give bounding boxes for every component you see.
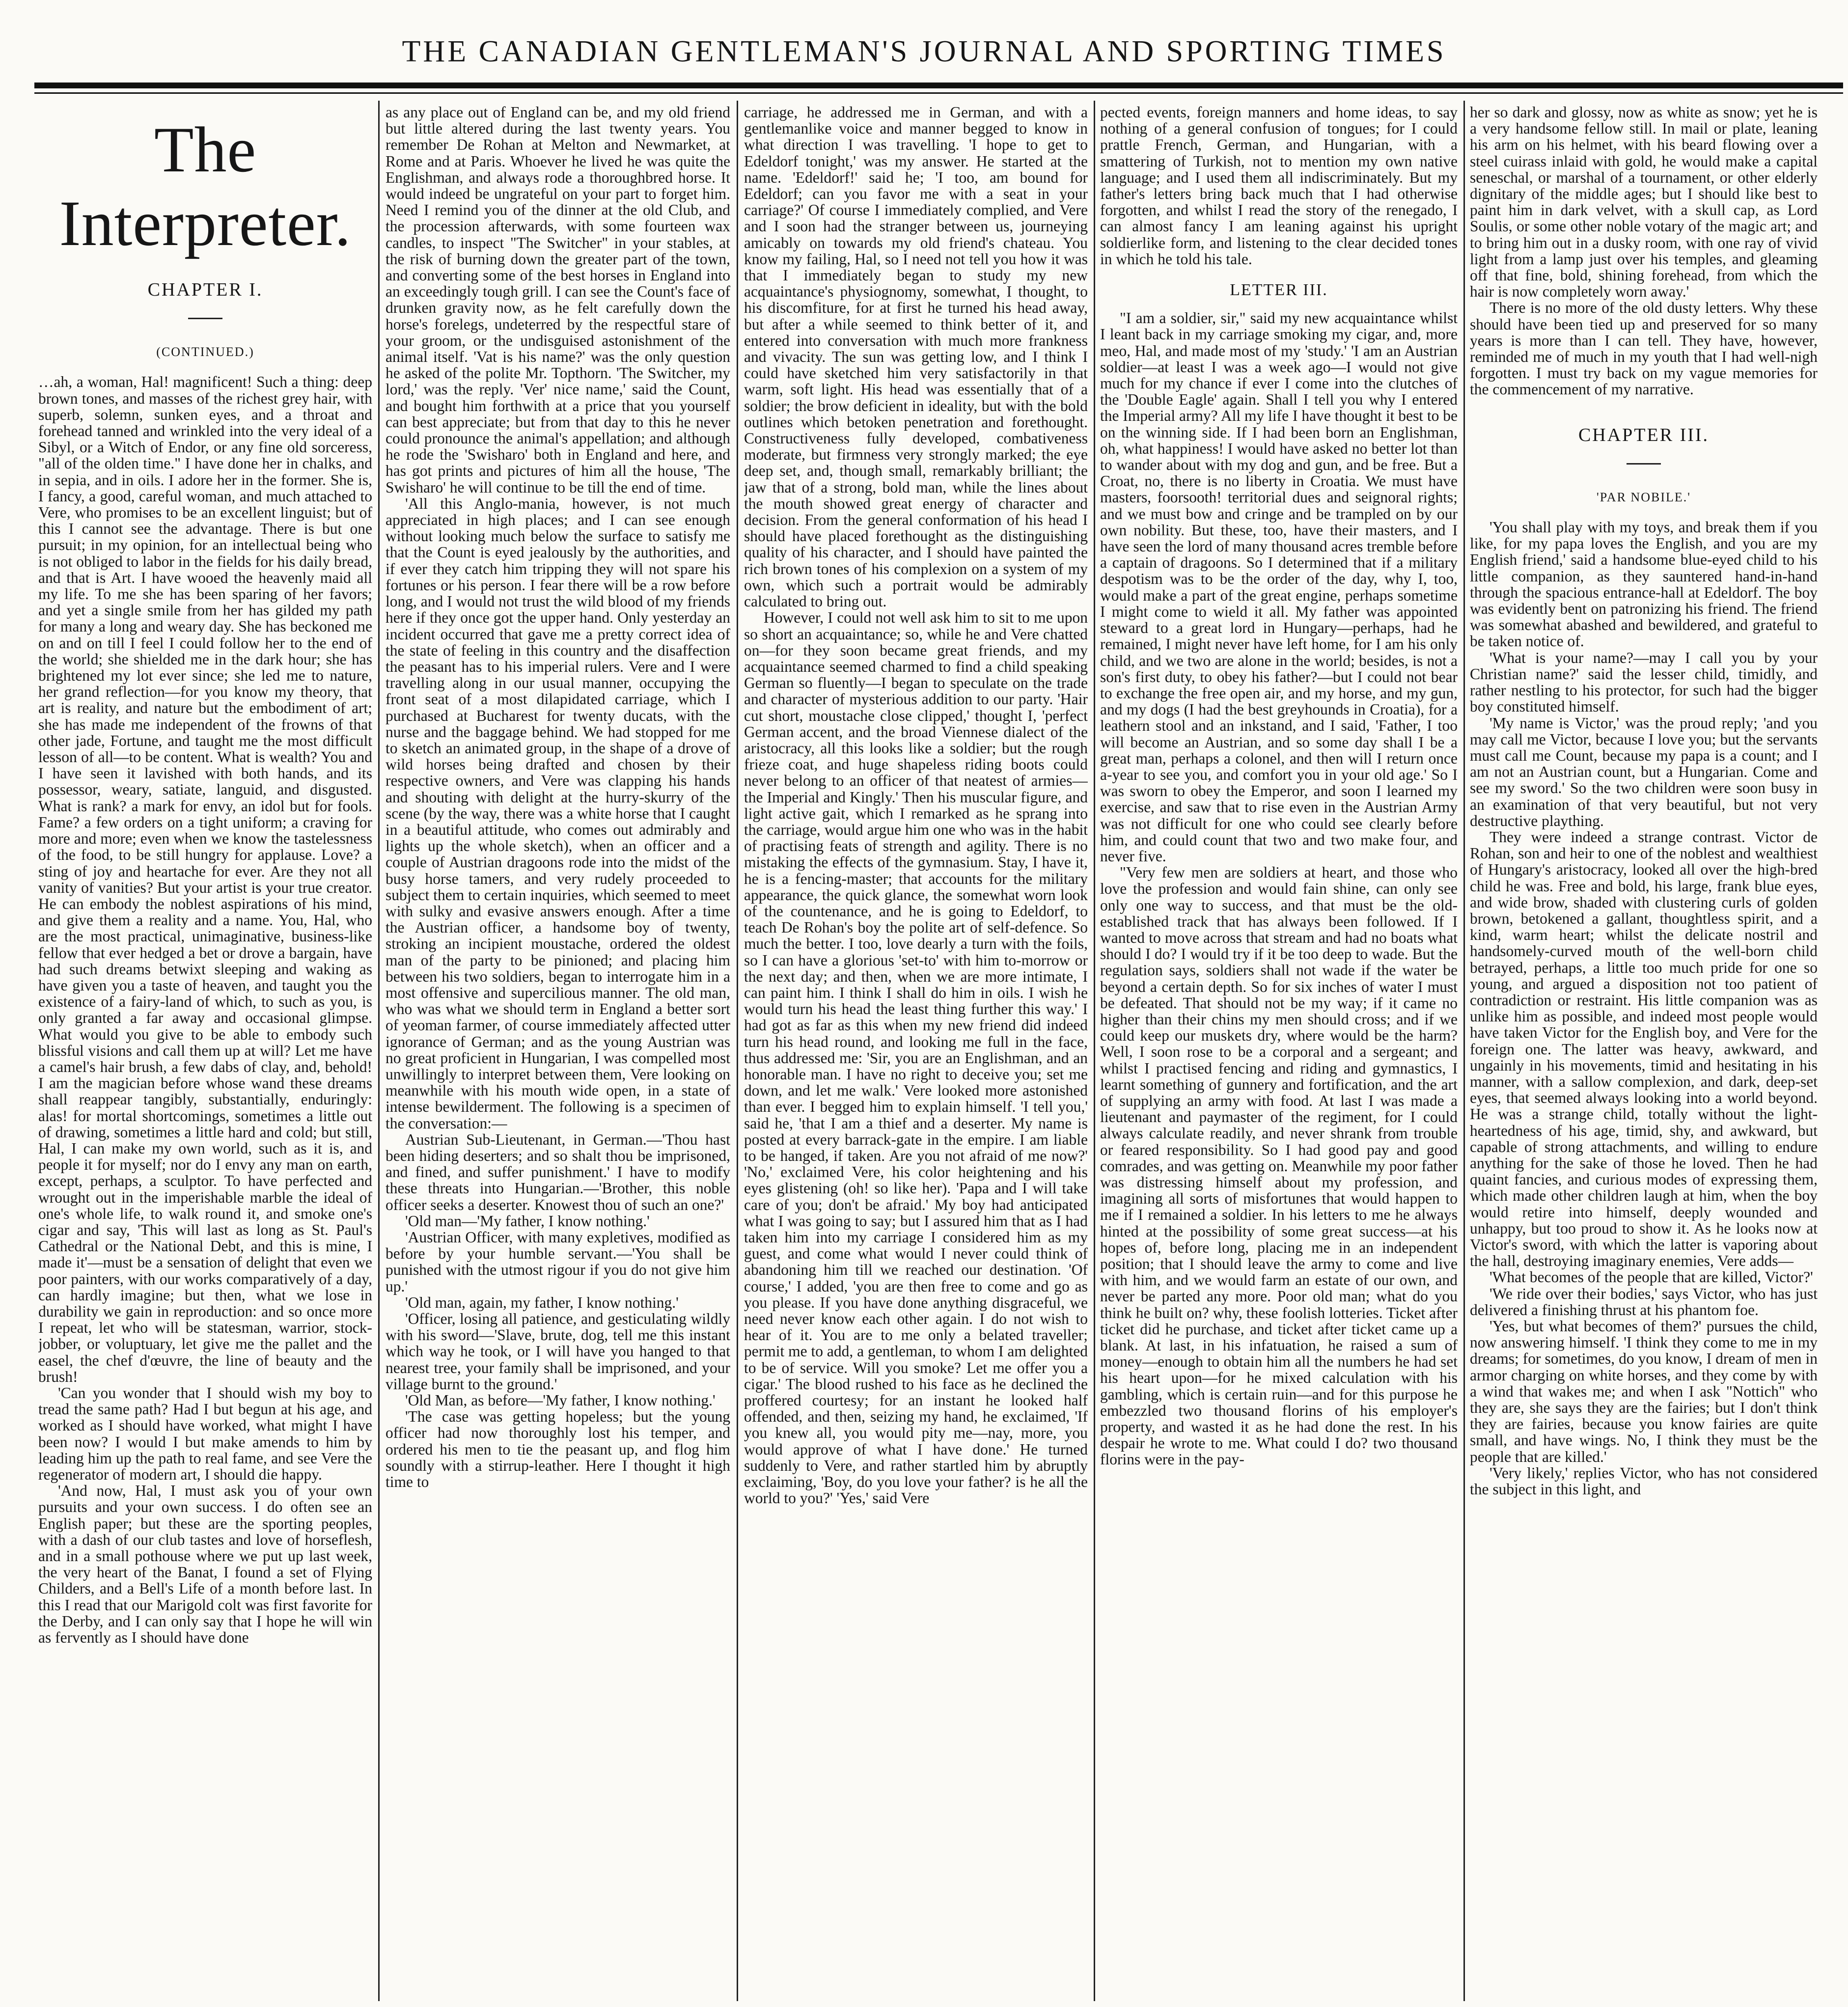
paragraph: 'What is your name?—may I call you by your Christian name?' said the lesser child, timidly, and rather nestling to his protector, for such had the bigger boy constituted himself. [1470, 649, 1818, 715]
paragraph: 'Old man—'My father, I know nothing.' [405, 1212, 650, 1230]
chapter-heading: CHAPTER I. [147, 279, 263, 300]
paragraph: …ah, a woman, Hal! magnificent! Such a thing: deep brown tones, and masses of the richest grey hair, with superb, solemn, sunken eyes, and a throat and forehead tanned and wrinkled into the very ideal of a Sibyl, or a Witch of Endor, or any fine old sorceress, "all of the olden time." I have done her in chalks, and in sepia, and in oils. I adore her in the former. She is, I fancy, a good, careful woman, and much attached to Vere, who promises to be an excellent linguist; but of this I cannot see the advantage. There is but one pursuit; in my opinion, for an intellectual being who is not obliged to labor in the fields for his daily bread, and that is Art. I have wooed the heavenly maid all my life. To me she has been sparing of her favors; and yet a single smile from her has gilded my path for many a long and weary day. She has beckoned me on and on till I feel I could follow her to the end of the world; she shielded me in the dark hour; she has brightened my lot ever since; she led me to nature, her grand reflection—for you know my theory, that art is reality, and nature but the embodiment of art; she has made me independent of the frowns of that other jade, Fortune, and taught me the most difficult lesson of all—to be content. What is wealth? You and I have seen it lavished with both hands, and its possessor, weary, satiate, languid, and disgusted. What is rank? a mark for envy, an idol but for fools. Fame? a few orders on a tight uniform; a craving for more and more; even when we know the tastelessness of the food, to be still hungry for applause. Love? a sting of joy and heartache for ever. Are they not all vanity of vanities? But your artist is your true creator. He can embody the noblest aspirations of his mind, and give them a reality and a name. You, Hal, who are the most practical, unimaginative, business-like fellow that ever hedged a bet or drove a bargain, have had such dreams betwixt sleeping and waking as have given you a taste of heaven, and taught you the existence of a fairy-land of which, to such as you, is only granted a far away and occasional glimpse. What would you give to be able to embody such blissful visions and call them up at will? Let me have a camel's hair brush, a few dabs of clay, and, behold! I am the magician before whose wand these dreams shall reappear tangibly, substantially, enduringly: alas! for mortal shortcomings, sometimes a little out of drawing, sometimes a little hard and cold; but still, Hal, I can make my own world, such as it is, and people it for myself; nor do I envy any man on earth, except, perhaps, a sculptor. To have perfected and wrought out in the imperishable marble the ideal of one's whole life, to walk round it, and smoke one's cigar and say, 'This will last as long as St. Paul's Cathedral or the National Debt, and this is mine, I made it'—must be a sensation of delight that even we poor painters, with our works comparatively of a day, can hardly imagine; but then, what we lose in durability we gain in reproduction: and so once more I repeat, let who will be statesman, warrior, stock-jobber, or voluptuary, let give me the pallet and the easel, the chef d'œuvre, the line of beauty and the brush! [38, 373, 372, 1385]
paragraph: 'The case was getting hopeless; but the young officer had now thoroughly lost his temper, and ordered his men to tie the peasant up, and flog him soundly with a stirrup-leather. Here I thought it high time to [386, 1408, 730, 1491]
masthead-rule [34, 82, 1843, 88]
paragraph: pected events, foreign manners and home ideas, to say nothing of a general confusion of tongues; for I could prattle French, German, and Hungarian, with a smattering of Turkish, not to mention my own native language; and I used them all indiscriminately. But my father's letters bring back much that I had otherwise forgotten, and whilst I read the story of the renegado, I can almost fancy I am leaning against his upright soldierlike form, and listening to the clear decided tones in which he told his tale. [1100, 104, 1458, 268]
masthead: THE CANADIAN GENTLEMAN'S JOURNAL AND SPORTING TIMES [402, 35, 1446, 68]
paragraph: They were indeed a strange contrast. Victor de Rohan, son and heir to one of the noblest and wealthiest of Hungary's aristocracy, looked all over the high-bred child he was. Free and bold, his large, frank blue eyes, and wide brow, shaded with clustering curls of golden brown, betokened a gallant, thoughtless spirit, and a kind, warm heart; whilst the delicate nostril and handsomely-curved mouth of the well-born child betrayed, perhaps, a little too much pride for one so young, and argued a disposition not too patient of contradiction or restraint. His little companion was as unlike him as possible, and indeed most people would have taken Victor for the English boy, and Vere for the foreign one. The latter was heavy, awkward, and ungainly in his movements, timid and hesitating in his manner, with a sallow complexion, and dark, deep-set eyes, that seemed always looking into a world beyond. He was a strange child, totally without the light-heartedness of his age, timid, shy, and awkward, but capable of strong attachments, and willing to endure anything for the sake of those he loved. Then he had quaint fancies, and curious modes of expressing them, which made other children laugh at him, when the boy would retire into himself, deeply wounded and unhappy, but too proud to show it. As he looks now at Victor's sword, with which the latter is vaporing about the hall, destroying imaginary enemies, Vere adds— [1470, 828, 1818, 1270]
story-title: The Interpreter. [59, 113, 352, 259]
letter-heading: LETTER III. [1230, 281, 1328, 300]
paragraph: her so dark and glossy, now as white as snow; yet he is a very handsome fellow still. In mail or plate, leaning his arm on his helmet, with his beard flowing over a steel cuirass inlaid with gold, he would make a capital seneschal, or marshal of a tournament, or other elderly dignitary of the middle ages; but I should like best to paint him in dark velvet, with a skull cap, as Lord Soulis, or some other noble votary of the magic art; and to bring him out in a dusky room, with one ray of vivid light from a lamp just over his temples, and gleaming off that fine, bold, shining forehead, from which the hair is now completely worn away.' [1470, 104, 1818, 301]
paragraph: 'We ride over their bodies,' says Victor, who has just delivered a finishing thrust at his phantom foe. [1470, 1285, 1818, 1319]
paragraph: 'Officer, losing all patience, and gesticulating wildly with his sword—'Slave, brute, dog, tell me this instant which way he took, or I will have you hanged to that nearest tree, your family shall be imprisoned, and your village burnt to the ground.' [386, 1310, 730, 1393]
paragraph: "I am a soldier, sir," said my new acquaintance whilst I leant back in my carriage smoking my cigar, and, more meo, Hal, and made most of my 'study.' 'I am an Austrian soldier—at least I was a week ago—I would not give much for my chance if ever I come into the clutches of the 'Double Eagle' again. Shall I tell you why I entered the Imperial army? All my life I have thought it best to be on the winning side. If I had been born an Englishman, oh, what happiness! I would have asked no better lot than to wander about with my dog and gun, and be free. But a Croat, no, there is no liberty in Croatia. We must have masters, foorsooth! territorial dues and seignoral rights; and we must bow and cringe and be trampled on by our own nobility. But these, too, have their masters, and I have seen the lord of many thousand acres tremble before a captain of dragoons. So I determined that if a military despotism was to be the order of the day, why I, too, would make a part of the great engine, perhaps sometime I might come to wield it all. My father was appointed steward to a great lord in Hungary—perhaps, had he remained, I might never have left home, for I am his only child, and we two are alone in the world; besides, is not a son's first duty, to obey his father?—but I could not bear to exchange the free open air, and my horse, and my gun, and my dogs (I had the best greyhounds in Croatia), for a leathern stool and an inkstand, and I said, 'Father, I too will become an Austrian, and so some day shall I be a great man, perhaps a colonel, and then will I return once a-year to see you, and comfort you in your old age.' So I was sworn to obey the Emperor, and soon I learned my exercise, and saw that to rise even in the Austrian Army was not difficult for one who could see clearly before him, and could count that two and two make four, and never five. [1100, 309, 1458, 865]
column-3 [744, 104, 1088, 2000]
paragraph: 'Can you wonder that I should wish my boy to tread the same path? Had I but begun at his age, and worked as I should have worked, what might I have been now? I would I but make amends to him by leading him up the path to real fame, and see Vere the regenerator of modern art, I should die happy. [38, 1384, 372, 1484]
paragraph: 'What becomes of the people that are killed, Victor?' [1489, 1268, 1813, 1286]
masthead-rule-thin [34, 92, 1843, 94]
divider-dash [1627, 463, 1661, 465]
paragraph: However, I could not well ask him to sit to me upon so short an acquaintance; so, while he and Vere chatted on—for they soon became great friends, and my acquaintance seemed charmed to find a child speaking German so fluently—I began to speculate on the trade and character of mysterious addition to our party. 'Hair cut short, moustache close clipped,' thought I, 'perfect German accent, and the broad Viennese dialect of the aristocracy, all this looks like a soldier; but the rough frieze coat, and huge shapeless riding boots could never belong to an officer of that neatest of armies—the Imperial and Kingly.' Then his muscular figure, and light active gait, which I remarked as he sprang into the carriage, would argue him one who was in the habit of practising feats of strength and agility. There is no mistaking the effects of the gymnasium. Stay, I have it, he is a fencing-master; that accounts for the military appearance, the quick glance, the somewhat worn look of the countenance, and he is going to Edeldorf, to teach De Rohan's boy the polite art of self-defence. So much the better. I too, love dearly a turn with the foils, so I can have a glorious 'set-to' with him to-morrow or the next day; and then, when we are more intimate, I can paint him. I think I shall do him in oils. I wish he would turn his head the least thing further this way.' I had got as far as this when my new friend did indeed turn his head round, and looking me full in the face, thus addressed me: 'Sir, you are an Englishman, and an honorable man. I have no right to deceive you; set me down, and let me walk.' Vere looked more astonished than ever. I begged him to explain himself. 'I tell you,' said he, 'that I am a thief and a deserter. My name is posted at every barrack-gate in the empire. I am liable to be hanged, if taken. Are you not afraid of me now?' 'No,' exclaimed Vere, his color heightening and his eyes glistening (oh! so like her). 'Papa and I will take care of you; don't be afraid.' My boy had anticipated what I was going to say; but I assured him that as I had taken him into my carriage I considered him as my guest, and come what would I never could think of abandoning him till we reached our destination. 'Of course,' I added, 'you are then free to come and go as you please. If you have done anything disgraceful, we need never know each other again. I do not wish to hear of it. You are to me only a belated traveller; permit me to add, a gentleman, to whom I am delighted to be of service. Will you smoke? Let me offer you a cigar.' The blood rushed to his face as he declined the proffered courtesy; for an instant he looked half offended, and then, seizing my hand, he exclaimed, 'If you knew all, you would pity me—nay, more, you would approve of what I have done.' He turned suddenly to Vere, and rather startled him by abruptly exclaiming, 'Boy, do you love your father? is he all the world to you?' 'Yes,' said Vere [744, 609, 1088, 1507]
paragraph: Austrian Sub-Lieutenant, in German.—'Thou hast been hiding deserters; and so shalt thou be imprisoned, and fined, and suffer punishment.' I have to modify these threats into Hungarian.—'Brother, this noble officer seeks a deserter. Knowest thou of such an one?' [386, 1130, 730, 1213]
column-divider [1463, 101, 1465, 2001]
paragraph: There is no more of the old dusty letters. Why these should have been tied up and preserved for so many years is more than I can tell. They have, however, reminded me of much in my youth that I had well-nigh forgotten. I must try back on my vague memories for the commencement of my narrative. [1470, 299, 1818, 398]
paragraph: 'Old man, again, my father, I know nothing.' [405, 1293, 679, 1311]
paragraph: 'And now, Hal, I must ask you of your own pursuits and your own success. I do often see an English paper; but these are the sporting peoples, with a dash of our club tastes and love of horseflesh, and in a small pothouse where we put up last week, the very heart of the Banat, I found a set of Flying Childers, and a Bell's Life of a month before last. In this I read that our Marigold colt was first favorite for the Derby, and I can only say that I hope he will win as fervently as I should have done [38, 1482, 372, 1647]
chapter-subtitle: 'PAR NOBILE.' [1597, 490, 1691, 504]
paragraph: carriage, he addressed me in German, and with a gentlemanlike voice and manner begged to know in what direction I was travelling. 'I hope to get to Edeldorf tonight,' was my answer. He started at the name. 'Edeldorf!' said he; 'I too, am bound for Edeldorf; can you favor me with a seat in your carriage?' Of course I immediately complied, and Vere and I soon had the stranger between us, journeying amicably on towards my old friend's chateau. You know my failing, Hal, so I need not tell you how it was that I immediately began to study my new acquaintance's physiognomy, somewhat, I thought, to his discomfiture, for at first he turned his head away, but after a while seemed to think better of it, and entered into conversation with much more frankness and vivacity. The sun was getting low, and I think I could have sketched him very satisfactorily in that warm, soft light. His head was essentially that of a soldier; the brow deficient in ideality, but with the bold outlines which betoken penetration and forethought. Constructiveness fully developed, combativeness moderate, but firmness very strongly marked; the eye deep set, and, though small, remarkably brilliant; the jaw that of a strong, bold man, while the lines about the mouth showed great energy of character and decision. From the general conformation of his head I should have placed forethought as the distinguishing quality of his character, and I should have painted the rich brown tones of his complexion on a system of my own, which such a portrait would be admirably calculated to bring out. [744, 104, 1088, 610]
divider-dash [188, 318, 222, 319]
paragraph: 'My name is Victor,' was the proud reply; 'and you may call me Victor, because I love you; but the servants must call me Count, because my papa is a count; and I am not an Austrian count, but a Hungarian. Come and see my sword.' So the two children were soon busy in an examination of that very beautiful, but not very destructive plaything. [1470, 714, 1818, 829]
chapter-heading: CHAPTER III. [1578, 424, 1710, 445]
paragraph: 'Old Man, as before—'My father, I know nothing.' [405, 1392, 716, 1409]
continued-label: (CONTINUED.) [156, 345, 254, 359]
paragraph: 'Very likely,' replies Victor, who has not considered the subject in this light, and [1470, 1464, 1818, 1498]
column-1 [38, 104, 372, 2000]
paragraph: 'Yes, but what becomes of them?' pursues the child, now answering himself. 'I think they come to me in my dreams; for sometimes, do you know, I dream of men in armor charging on white horses, and they come by with a wind that wakes me; and when I ask "Nottich" who they are, she says they are the fairies; but I don't think they are fairies, because you know fairies are quite small, and have wings. No, I think they must be the people that are killed.' [1470, 1318, 1818, 1465]
column-divider [378, 101, 380, 2001]
paragraph: 'All this Anglo-mania, however, is not much appreciated in high places; and I can see enough without looking much below the surface to satisfy me that the Count is eyed jealously by the authorities, and if ever they catch him tripping they will not spare his fortunes or his person. I fear there will be a row before long, and I would not trust the wild blood of my friends here if they once got the upper hand. Only yesterday an incident occurred that gave me a pretty correct idea of the state of feeling in this country and the disaffection the peasant has to his imperial rulers. Vere and I were travelling along in our usual manner, occupying the front seat of a most dilapidated carriage, which I purchased at Bucharest for twenty ducats, with the nurse and the baggage behind. We had stopped for me to sketch an animated group, in the shape of a drove of wild horses being drafted and chosen by their respective owners, and Vere was clapping his hands and shouting with delight at the hurry-skurry of the scene (by the way, there was a white horse that I caught in a beautiful attitude, who comes out admirably and lights up the whole sketch), when an officer and a couple of Austrian dragoons rode into the midst of the busy horse tamers, and very rudely proceeded to subject them to certain inquiries, which seemed to meet with sulky and evasive answers enough. After a time the Austrian officer, a handsome boy of twenty, stroking an incipient moustache, ordered the oldest man of the party to be pinioned; and placing him between his two soldiers, began to interrogate him in a most offensive and supercilious manner. The old man, who was what we should term in England a better sort of yeoman farmer, of course immediately affected utter ignorance of German; and as the young Austrian was no great proficient in Hungarian, I was compelled most unwillingly to interpret between them, Vere looking on meanwhile with his mouth wide open, in a state of intense bewilderment. The following is a specimen of the conversation:— [386, 495, 730, 1132]
column-5 [1470, 104, 1818, 2000]
column-4 [1100, 104, 1458, 2000]
column-2 [386, 104, 730, 2000]
paragraph: as any place out of England can be, and my old friend but little altered during the last twenty years. You remember De Rohan at Melton and Newmarket, at Rome and at Paris. Whoever he lived he was quite the Englishman, and always rode a thoroughbred horse. It would indeed be ungrateful on your part to forget him. Need I remind you of the dinner at the old Club, and the procession afterwards, with some fourteen wax candles, to inspect "The Switcher" in your stables, at the risk of burning down the greater part of the town, and converting some of the best horses in England into an exceedingly tough grill. I can see the Count's face of drunken gravity now, as he felt carefully down the horse's forelegs, undeterred by the respectful stare of your groom, or the undisguised astonishment of the animal itself. 'Vat is his name?' was the only question he asked of the polite Mr. Topthorn. 'The Switcher, my lord,' was the reply. 'Ver' nice name,' said the Count, and bought him forthwith at a price that you yourself can best appreciate; but from that day to this he never could pronounce the animal's appellation; and although he rode the 'Swisharo' both in England and here, and has got prints and pictures of him all the house, 'The Swisharo' he will continue to be till the end of time. [386, 104, 730, 496]
paragraph: "Very few men are soldiers at heart, and those who love the profession and would fain shine, can only see only one way to success, and that must be the old-established track that has always been followed. If I wanted to move across that stream and had no boats what should I do? I would try if it be too deep to wade. But the regulation says, soldiers shall not wade if the water be beyond a certain depth. So for six inches of water I must be defeated. That should not be my way; if it came no higher than their chins my men should cross; and if we could keep our muskets dry, where would be the harm? Well, I soon rose to be a corporal and a sergeant; and whilst I practised fencing and riding and gymnastics, I learnt something of gunnery and fortification, and the art of supplying an army with food. At last I was made a lieutenant and paymaster of the regiment, for I could always calculate readily, and never shrank from trouble or feared responsibility. So I had good pay and good comrades, and was getting on. Meanwhile my poor father was distressing himself about my profession, and imagining all sorts of misfortunes that would happen to me if I remained a soldier. In his letters to me he always hinted at the possibility of some great success—at his hopes of, before long, placing me in an independent position; that I should leave the army to come and live with him, and we would farm an estate of our own, and never be parted any more. Poor old man; what do you think he built on? why, these foolish lotteries. Ticket after ticket did he purchase, and ticket after ticket came up a blank. At last, in his infatuation, he raised a sum of money—enough to obtain him all the numbers he had set his heart upon—for he mixed calculation with his gambling, which is certain ruin—and for this purpose he embezzled two thousand florins of his employer's property, and wasted it as he had done the rest. In his despair he wrote to me. What could I do? two thousand florins were in the pay- [1100, 864, 1458, 1468]
column-divider [737, 101, 738, 2001]
column-divider [1094, 101, 1095, 2001]
paragraph: 'You shall play with my toys, and break them if you like, for my papa loves the English, and you are my English friend,' said a handsome blue-eyed child to his little companion, as they sauntered hand-in-hand through the spacious entrance-hall at Edeldorf. The boy was evidently bent on patronizing his friend. The friend was somewhat abashed and bewildered, and grateful to be taken notice of. [1470, 519, 1818, 650]
paragraph: 'Austrian Officer, with many expletives, modified as before by your humble servant.—'You shall be punished with the utmost rigour if you do not give him up.' [386, 1229, 730, 1295]
